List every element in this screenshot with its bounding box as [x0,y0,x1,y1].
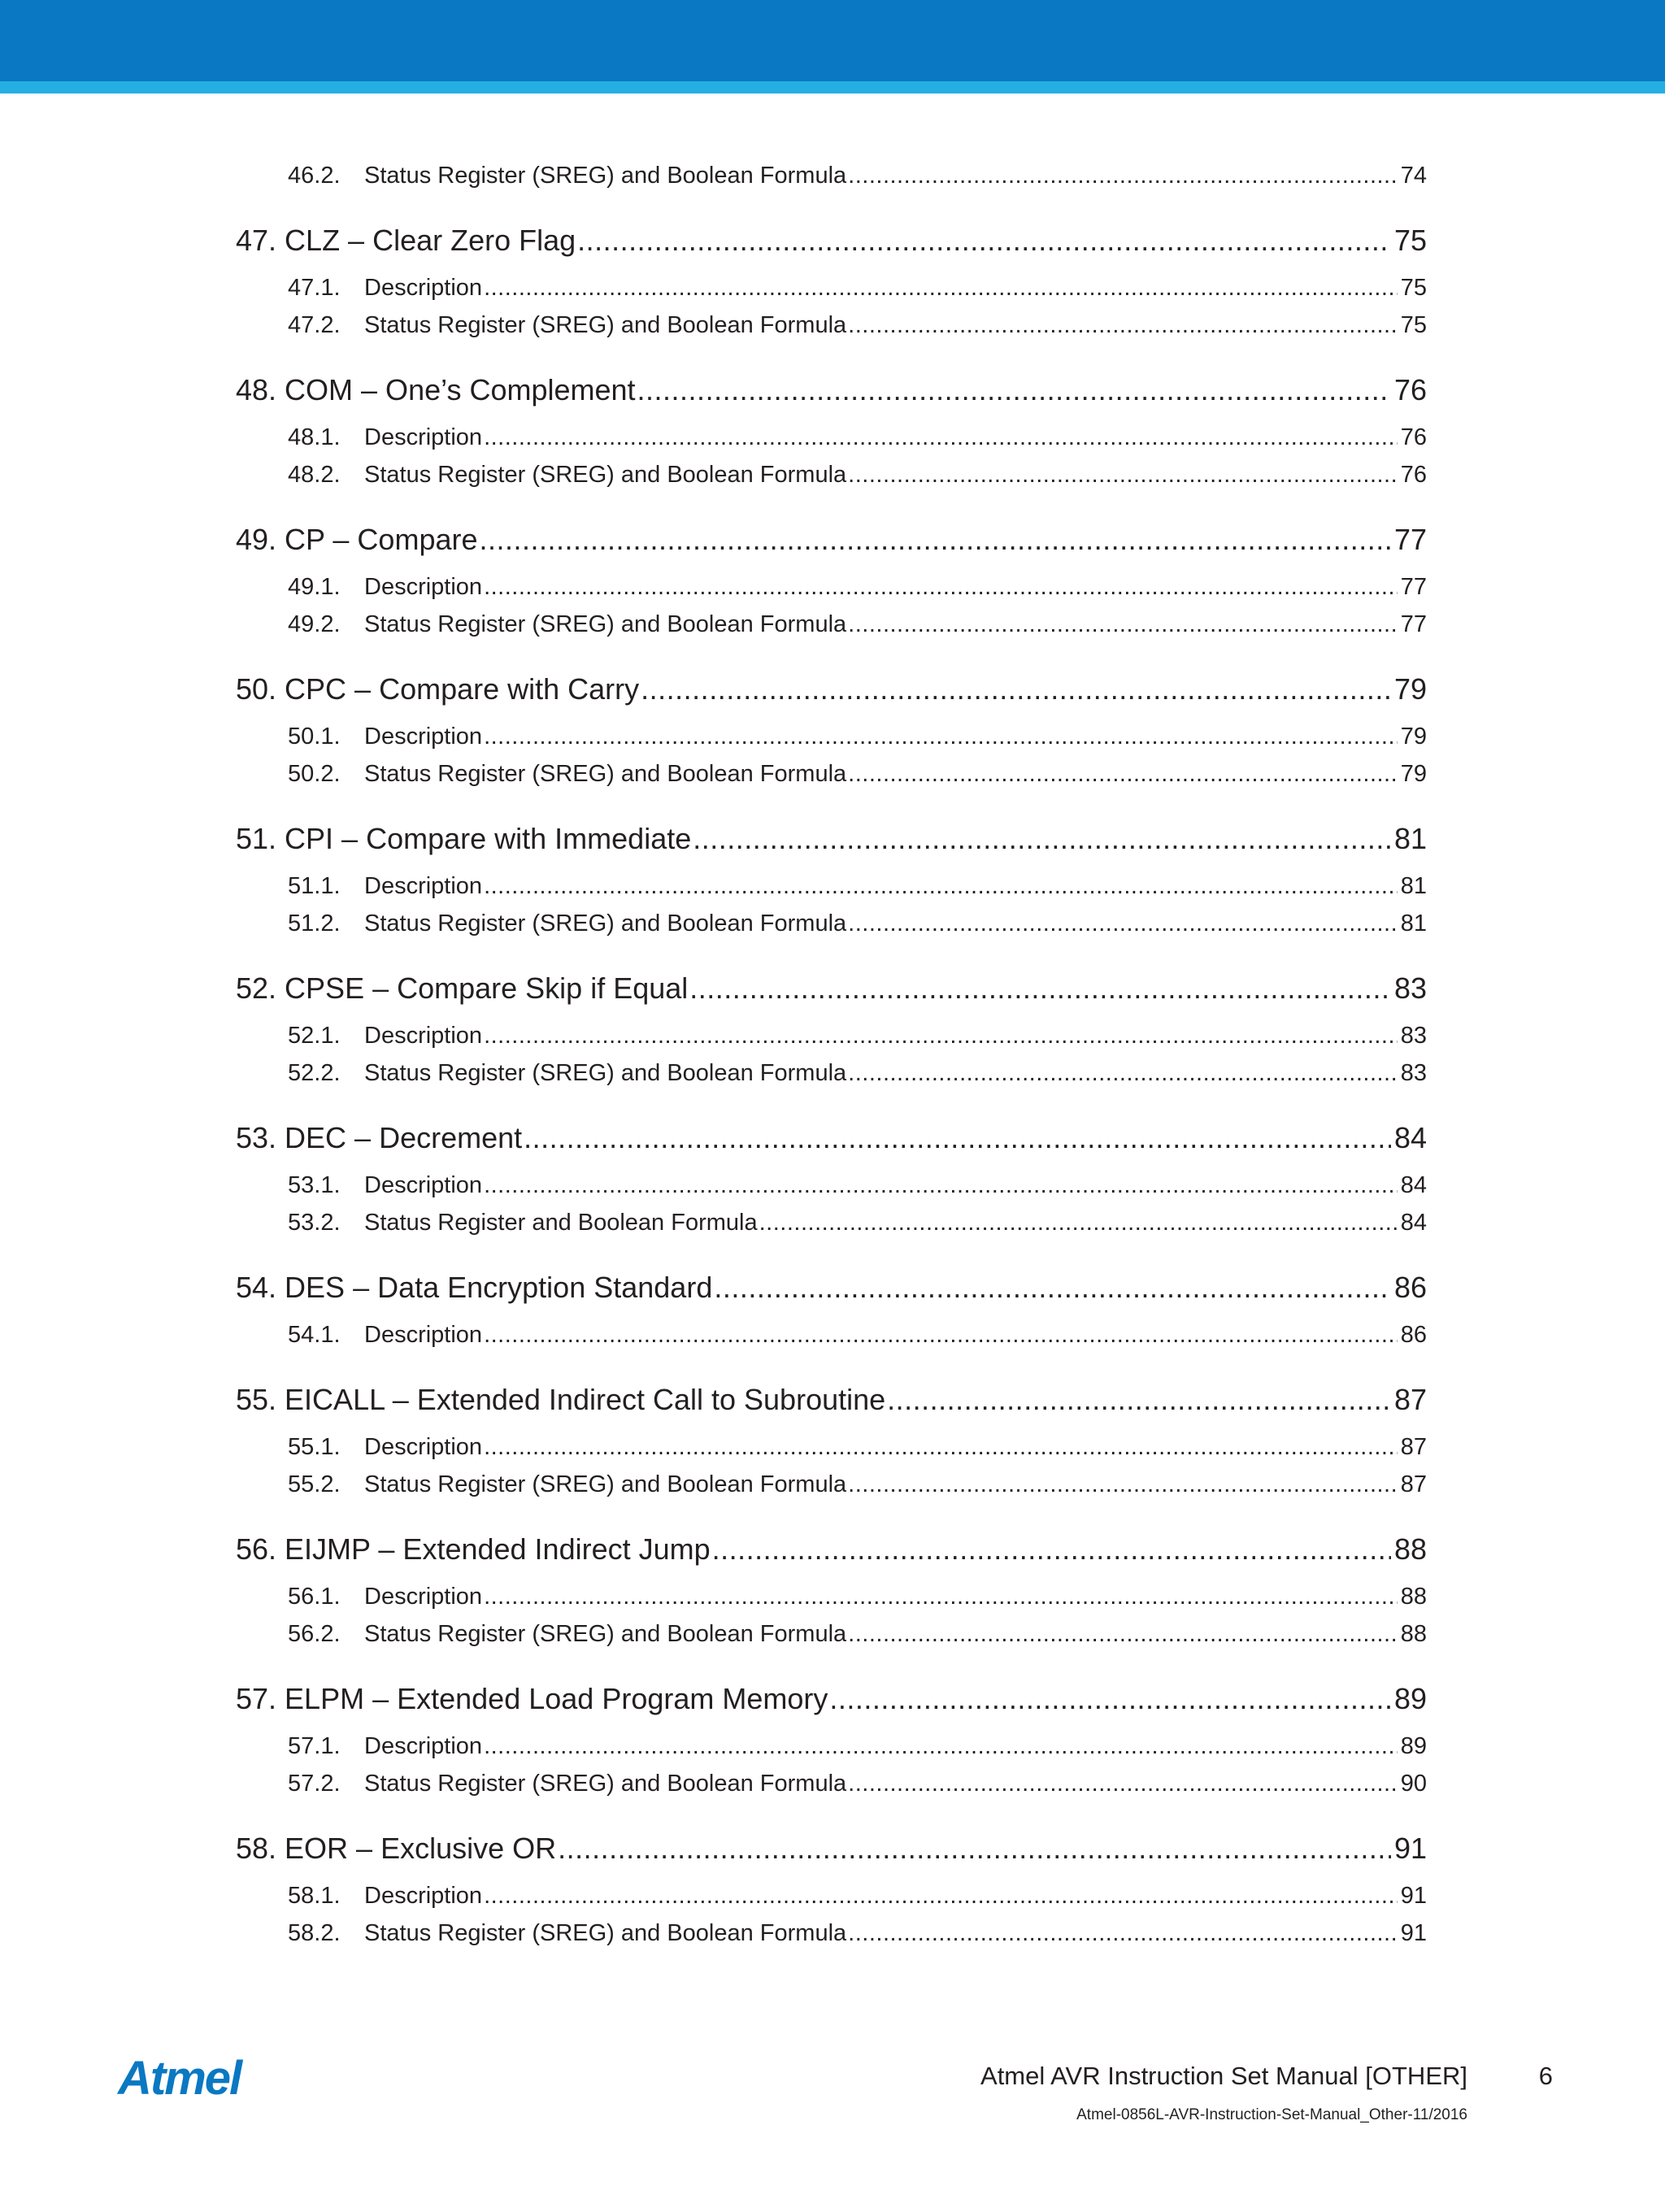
toc-entry-number: 49. [236,523,277,556]
toc-leader-dots [558,1831,1391,1867]
toc-entry-page: 75 [1400,312,1427,338]
toc-section-entry[interactable] [288,423,1427,452]
toc-entry-title: Description [364,1322,483,1348]
toc-entry-number: 50. [236,672,277,706]
toc-entry-title: Status Register (SREG) and Boolean Formula [364,312,847,338]
toc-section-entry[interactable] [288,572,1427,602]
toc-entry-title: Status Register and Boolean Formula [364,1210,758,1236]
toc-leader-dots [484,1732,1398,1761]
toc-leader-dots [848,1058,1398,1088]
toc-entry-number: 53.2. [288,1210,341,1236]
toc-section-entry[interactable] [288,460,1427,489]
toc-entry-title: Status Register (SREG) and Boolean Formula [364,611,847,637]
toc-entry-number: 49.2. [288,611,341,637]
toc-entry-number: 53. [236,1121,277,1154]
toc-entry-number: 50.1. [288,724,341,750]
toc-leader-dots [484,1881,1398,1910]
toc-entry-page: 76 [1400,462,1427,488]
toc-leader-dots [641,671,1391,707]
toc-entry-page: 86 [1393,1271,1427,1304]
toc-leader-dots [887,1382,1391,1418]
toc-section-entry[interactable] [288,1320,1427,1349]
toc-entry-number: 52.1. [288,1023,341,1049]
toc-entry-number: 52.2. [288,1060,341,1086]
toc-leader-dots [484,1021,1398,1050]
toc-entry-page: 74 [1400,163,1427,189]
toc-entry-page: 88 [1393,1532,1427,1566]
toc-entry-number: 57. [236,1682,277,1715]
toc-entry-title: CLZ – Clear Zero Flag [285,224,576,257]
toc-section-entry[interactable] [288,1881,1427,1910]
toc-entry-page: 83 [1393,971,1427,1005]
toc-leader-dots [848,759,1398,789]
toc-entry-title: Status Register (SREG) and Boolean Formula [364,1471,847,1497]
toc-entry-title: CP – Compare [285,523,478,556]
toc-entry-title: EOR – Exclusive OR [285,1832,557,1865]
toc-entry-number: 56.2. [288,1621,341,1647]
toc-entry-title: Status Register (SREG) and Boolean Formula [364,1621,847,1647]
toc-entry-page: 88 [1400,1621,1427,1647]
toc-entry-number: 56. [236,1532,277,1566]
toc-chapter-entry[interactable] [236,223,1427,259]
toc-entry-page: 87 [1400,1434,1427,1460]
toc-section-entry[interactable] [288,161,1427,190]
toc-section-entry[interactable] [288,909,1427,938]
toc-chapter-entry[interactable] [236,1120,1427,1156]
toc-entry-title: Description [364,574,483,600]
toc-chapter-entry[interactable] [236,1270,1427,1306]
toc-entry-title: EICALL – Extended Indirect Call to Subroutine [285,1383,886,1416]
toc-entry-number: 51. [236,822,277,855]
toc-chapter-entry[interactable] [236,1681,1427,1717]
toc-entry-page: 91 [1400,1883,1427,1909]
toc-leader-dots [484,572,1398,602]
toc-entry-page: 83 [1400,1060,1427,1086]
toc-entry-number: 55.1. [288,1434,341,1460]
toc-section-entry[interactable] [288,1732,1427,1761]
toc-entry-page: 81 [1400,910,1427,937]
toc-section-entry[interactable] [288,273,1427,302]
toc-section-entry[interactable] [288,1470,1427,1499]
toc-leader-dots [524,1120,1391,1156]
toc-entry-number: 57.2. [288,1771,341,1797]
toc-entry-number: 55.2. [288,1471,341,1497]
toc-entry-title: DEC – Decrement [285,1121,523,1154]
toc-entry-title: Status Register (SREG) and Boolean Formula [364,462,847,488]
toc-entry-title: Status Register (SREG) and Boolean Formula [364,1771,847,1797]
toc-section-entry[interactable] [288,1171,1427,1200]
toc-leader-dots [829,1681,1391,1717]
toc-entry-number: 58.1. [288,1883,341,1909]
toc-leader-dots [848,909,1398,938]
toc-entry-page: 88 [1400,1584,1427,1610]
toc-entry-page: 87 [1400,1471,1427,1497]
toc-chapter-entry[interactable] [236,522,1427,558]
toc-entry-number: 48.2. [288,462,341,488]
toc-entry-page: 81 [1400,873,1427,899]
toc-entry-title: Status Register (SREG) and Boolean Formula [364,761,847,787]
footer-document-id: Atmel-0856L-AVR-Instruction-Set-Manual_Other-11/2016 [1076,2106,1467,2123]
toc-entry-title: CPSE – Compare Skip if Equal [285,971,689,1005]
toc-entry-title: Description [364,275,483,301]
toc-entry-page: 79 [1400,761,1427,787]
toc-entry-title: Description [364,1733,483,1759]
toc-chapter-entry[interactable] [236,372,1427,408]
toc-section-entry[interactable] [288,722,1427,751]
toc-section-entry[interactable] [288,1619,1427,1649]
toc-leader-dots [712,1532,1391,1567]
toc-entry-page: 91 [1393,1832,1427,1865]
toc-chapter-entry[interactable] [236,671,1427,707]
toc-entry-page: 79 [1400,724,1427,750]
toc-leader-dots [848,1470,1398,1499]
toc-entry-page: 89 [1400,1733,1427,1759]
toc-entry-number: 48. [236,373,277,406]
toc-entry-page: 83 [1400,1023,1427,1049]
toc-section-entry[interactable] [288,871,1427,901]
toc-entry-number: 52. [236,971,277,1005]
toc-entry-number: 49.1. [288,574,341,600]
toc-entry-number: 58. [236,1832,277,1865]
toc-chapter-entry[interactable] [236,971,1427,1006]
toc-entry-title: Description [364,1172,483,1198]
toc-leader-dots [484,423,1398,452]
toc-entry-number: 50.2. [288,761,341,787]
toc-entry-number: 47.1. [288,275,341,301]
toc-entry-number: 51.1. [288,873,341,899]
toc-leader-dots [759,1208,1398,1237]
toc-entry-title: Description [364,1883,483,1909]
toc-entry-number: 56.1. [288,1584,341,1610]
toc-entry-title: CPC – Compare with Carry [285,672,640,706]
toc-entry-page: 77 [1393,523,1427,556]
toc-entry-number: 47. [236,224,277,257]
toc-section-entry[interactable] [288,1208,1427,1237]
toc-leader-dots [484,1432,1398,1462]
toc-entry-title: Description [364,1023,483,1049]
toc-section-entry[interactable] [288,1021,1427,1050]
toc-entry-title: Description [364,424,483,450]
footer-page-number: 6 [1538,2062,1553,2090]
toc-leader-dots [577,223,1391,259]
toc-leader-dots [693,821,1391,857]
toc-entry-page: 81 [1393,822,1427,855]
toc-chapter-entry[interactable] [236,1831,1427,1867]
atmel-logo: Atmel [118,2052,241,2105]
toc-entry-number: 46.2. [288,163,341,189]
toc-entry-page: 77 [1400,611,1427,637]
toc-leader-dots [848,460,1398,489]
toc-entry-title: CPI – Compare with Immediate [285,822,692,855]
toc-entry-page: 84 [1400,1210,1427,1236]
toc-entry-page: 91 [1400,1920,1427,1946]
toc-leader-dots [484,1171,1398,1200]
footer-manual-title: Atmel AVR Instruction Set Manual [OTHER] [980,2062,1467,2090]
toc-leader-dots [848,1919,1398,1948]
toc-entry-number: 51.2. [288,910,341,937]
toc-entry-page: 75 [1393,224,1427,257]
toc-leader-dots [689,971,1391,1006]
toc-leader-dots [484,273,1398,302]
toc-entry-number: 47.2. [288,312,341,338]
toc-leader-dots [480,522,1391,558]
toc-section-entry[interactable] [288,1582,1427,1611]
toc-leader-dots [848,1769,1398,1798]
toc-entry-page: 79 [1393,672,1427,706]
toc-entry-number: 57.1. [288,1733,341,1759]
toc-entry-title: Description [364,873,483,899]
toc-entry-page: 75 [1400,275,1427,301]
toc-entry-title: Description [364,724,483,750]
toc-entry-title: DES – Data Encryption Standard [285,1271,713,1304]
toc-leader-dots [714,1270,1391,1306]
toc-entry-title: Status Register (SREG) and Boolean Formula [364,1920,847,1946]
toc-entry-page: 86 [1400,1322,1427,1348]
toc-section-entry[interactable] [288,1919,1427,1948]
toc-leader-dots [484,722,1398,751]
toc-chapter-entry[interactable] [236,1532,1427,1567]
toc-leader-dots [848,1619,1398,1649]
toc-leader-dots [484,871,1398,901]
toc-leader-dots [848,311,1398,340]
toc-entry-page: 76 [1400,424,1427,450]
toc-section-entry[interactable] [288,610,1427,639]
toc-leader-dots [637,372,1391,408]
toc-entry-page: 89 [1393,1682,1427,1715]
toc-entry-page: 90 [1400,1771,1427,1797]
toc-entry-page: 76 [1393,373,1427,406]
toc-entry-title: Description [364,1434,483,1460]
toc-entry-number: 48.1. [288,424,341,450]
toc-entry-page: 84 [1400,1172,1427,1198]
toc-leader-dots [484,1320,1398,1349]
toc-section-entry[interactable] [288,311,1427,340]
toc-entry-page: 77 [1400,574,1427,600]
toc-entry-page: 87 [1393,1383,1427,1416]
toc-entry-number: 53.1. [288,1172,341,1198]
toc-entry-number: 54.1. [288,1322,341,1348]
toc-leader-dots [484,1582,1398,1611]
toc-entry-title: Status Register (SREG) and Boolean Formula [364,1060,847,1086]
toc-entry-title: Description [364,1584,483,1610]
toc-section-entry[interactable] [288,1769,1427,1798]
toc-chapter-entry[interactable] [236,1382,1427,1418]
toc-chapter-entry[interactable] [236,821,1427,857]
toc-entry-title: COM – One’s Complement [285,373,636,406]
toc-entry-title: ELPM – Extended Load Program Memory [285,1682,828,1715]
toc-section-entry[interactable] [288,1058,1427,1088]
toc-entry-number: 58.2. [288,1920,341,1946]
toc-entry-number: 54. [236,1271,277,1304]
toc-section-entry[interactable] [288,759,1427,789]
toc-entry-title: Status Register (SREG) and Boolean Formula [364,163,847,189]
toc-section-entry[interactable] [288,1432,1427,1462]
toc-entry-title: EIJMP – Extended Indirect Jump [285,1532,711,1566]
toc-entry-page: 84 [1393,1121,1427,1154]
toc-leader-dots [848,161,1398,190]
toc-entry-number: 55. [236,1383,277,1416]
toc-leader-dots [848,610,1398,639]
toc-entry-title: Status Register (SREG) and Boolean Formula [364,910,847,937]
